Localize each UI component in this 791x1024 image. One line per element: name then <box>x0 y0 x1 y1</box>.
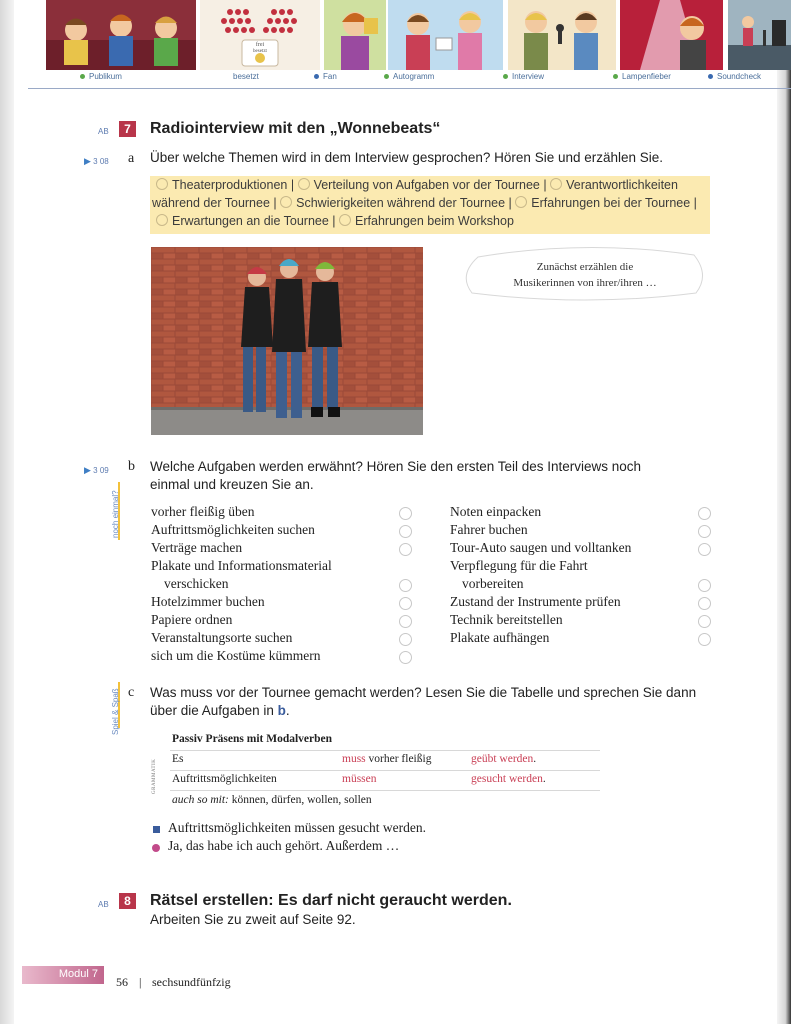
task-item: Zustand der Instrumente prüfen <box>450 594 621 609</box>
label-lampenfieber: Lampenfieber <box>613 72 671 81</box>
dialog-line-1: Auftrittsmöglichkeiten müssen gesucht werden. <box>168 820 426 835</box>
topics-line-2: während der Tournee | Schwierigkeiten während der Tournee | Erfahrungen bei der Tournee | <box>152 196 697 210</box>
dialog-line-2: Ja, das habe ich auch gehört. Außerdem … <box>168 838 400 853</box>
book-spine-shadow <box>0 0 14 1024</box>
publikum-illustration <box>46 0 196 70</box>
answer-checkbox[interactable] <box>399 507 412 520</box>
answer-checkbox[interactable] <box>399 615 412 628</box>
answer-checkbox[interactable] <box>698 507 711 520</box>
task-letter-b: b <box>128 459 135 474</box>
label-besetzt: besetzt <box>233 72 259 81</box>
exercise-8-subtitle: Arbeiten Sie zu zweit auf Seite 92. <box>150 912 356 927</box>
checkbox-icon[interactable] <box>298 178 310 190</box>
answer-checkbox[interactable] <box>698 525 711 538</box>
task-item: Hotelzimmer buchen <box>151 594 265 609</box>
grammar-title: Passiv Präsens mit Modalverben <box>172 733 333 745</box>
checkbox-icon[interactable] <box>515 196 527 208</box>
task-item: Tour-Auto saugen und volltanken <box>450 540 632 555</box>
seat-sign-occupied: besetzt <box>253 49 267 54</box>
page-edge-shadow <box>777 0 791 1024</box>
task-item-continued: verschicken <box>164 576 229 591</box>
topics-line-3: Erwartungen an die Tournee | Erfahrungen beim Workshop <box>156 214 514 228</box>
answer-checkbox[interactable] <box>698 615 711 628</box>
answer-checkbox[interactable] <box>698 579 711 592</box>
page-number: 56 <box>116 975 128 989</box>
task-b-instruction-line2: einmal und kreuzen Sie an. <box>150 477 314 492</box>
bullet-dot-icon <box>80 74 85 79</box>
task-letter-a: a <box>128 151 135 166</box>
grammar-rule <box>170 750 600 751</box>
modul-tab: Modul 7 <box>22 966 104 984</box>
grammar-row2-subject: Auftrittsmöglichkeiten <box>172 773 277 785</box>
task-item: Veranstaltungsorte suchen <box>151 630 293 645</box>
topics-box <box>150 176 710 234</box>
side-label-spiel-spass: Spiel & Spaß <box>111 688 120 735</box>
task-c-instruction-line1: Was muss vor der Tournee gemacht werden? Lesen Sie die Tabelle und sprechen Sie dann <box>150 685 697 700</box>
task-item: Technik bereitstellen <box>450 612 563 627</box>
exercise-title: Radiointerview mit den „Wonnebeats“ <box>150 120 441 137</box>
grammar-rule <box>170 770 600 771</box>
exercise-number: 7 <box>119 121 136 137</box>
topics-line-1: Theaterproduktionen | Verteilung von Aufgaben vor der Tournee | Verantwortlichkeiten <box>156 178 678 192</box>
grammar-row2-verb: müssen <box>342 773 377 785</box>
checkbox-icon[interactable] <box>339 214 351 226</box>
checkbox-icon[interactable] <box>280 196 292 208</box>
seat-sign-free: frei <box>255 42 265 48</box>
bullet-dot-icon <box>384 74 389 79</box>
task-b-instruction-line1: Welche Aufgaben werden erwähnt? Hören Sie den ersten Teil des Interviews noch <box>150 459 642 474</box>
task-letter-c: c <box>128 685 135 700</box>
answer-checkbox[interactable] <box>399 597 412 610</box>
grammar-rule <box>170 790 600 791</box>
task-item: Verträge machen <box>151 540 243 555</box>
answer-checkbox[interactable] <box>399 525 412 538</box>
task-item: Fahrer buchen <box>450 522 528 537</box>
exercise-number: 8 <box>119 893 136 909</box>
grammar-also-line: auch so mit: können, dürfen, wollen, sollen <box>172 794 372 806</box>
task-item: Auftrittsmöglichkeiten suchen <box>151 522 315 537</box>
bullet-dot-icon <box>613 74 618 79</box>
grammar-row1-participle: geübt werden. <box>471 753 537 765</box>
label-publikum: Publikum <box>80 72 122 81</box>
page-number-word: sechsundfünfzig <box>152 975 231 989</box>
grammar-row2-participle: gesucht werden. <box>471 773 546 785</box>
task-item: vorher fleißig üben <box>151 504 255 519</box>
bullet-dot-icon <box>503 74 508 79</box>
label-fan: Fan <box>314 72 337 81</box>
label-autogramm: Autogramm <box>384 72 434 81</box>
answer-checkbox[interactable] <box>399 579 412 592</box>
autogramm-illustration <box>388 0 503 70</box>
answer-checkbox[interactable] <box>698 597 711 610</box>
checkbox-icon[interactable] <box>550 178 562 190</box>
answer-checkbox[interactable] <box>698 543 711 556</box>
ab-reference: AB <box>98 900 109 909</box>
speech-bubble-text: Zunächst erzählen die Musikerinnen von ihrer/ihren … <box>513 261 657 289</box>
label-interview: Interview <box>503 72 544 81</box>
checkbox-icon[interactable] <box>156 178 168 190</box>
checkbox-icon[interactable] <box>156 214 168 226</box>
audio-track-308[interactable]: ▶ 3 08 <box>84 156 109 166</box>
play-icon: ▶ <box>84 156 91 166</box>
speaker-a-square-icon <box>153 826 160 833</box>
task-c-instruction-line2: über die Aufgaben in b. <box>150 703 290 718</box>
answer-checkbox[interactable] <box>698 633 711 646</box>
task-item: Plakate aufhängen <box>450 630 550 645</box>
play-icon: ▶ <box>84 465 91 475</box>
answer-checkbox[interactable] <box>399 651 412 664</box>
bullet-dot-icon <box>314 74 319 79</box>
grammar-row1-verb: muss vorher fleißig <box>342 753 432 765</box>
soundcheck-illustration <box>728 0 791 70</box>
grammar-side-label: GRAMMATIK <box>152 758 157 794</box>
besetzt-seat-illustration <box>200 0 320 70</box>
interview-illustration <box>508 0 616 70</box>
task-item: sich um die Kostüme kümmern <box>151 648 321 663</box>
speaker-b-dot-icon <box>152 844 160 852</box>
answer-checkbox[interactable] <box>399 543 412 556</box>
grammar-row1-subject: Es <box>172 753 184 765</box>
audio-track-309[interactable]: ▶ 3 09 <box>84 465 109 475</box>
task-item: Verpflegung für die Fahrt <box>450 558 588 573</box>
band-photo <box>151 247 423 435</box>
fan-illustration <box>324 0 386 70</box>
strip-divider <box>28 88 791 89</box>
page-separator: | <box>139 975 142 989</box>
answer-checkbox[interactable] <box>399 633 412 646</box>
bullet-dot-icon <box>708 74 713 79</box>
vocabulary-strip <box>28 0 791 86</box>
task-item: Papiere ordnen <box>151 612 233 627</box>
exercise-title: Rätsel erstellen: Es darf nicht geraucht werden. <box>150 892 512 909</box>
ab-reference: AB <box>98 127 109 136</box>
label-soundcheck: Soundcheck <box>708 72 761 81</box>
task-item: Noten einpacken <box>450 504 542 519</box>
task-item: Plakate und Informationsmaterial <box>151 558 332 573</box>
side-label-noch-einmal: noch einmal? <box>111 490 120 538</box>
task-item-continued: vorbereiten <box>462 576 524 591</box>
task-a-instruction: Über welche Themen wird in dem Interview gesprochen? Hören Sie und erzählen Sie. <box>150 150 664 165</box>
lampenfieber-illustration <box>620 0 723 70</box>
